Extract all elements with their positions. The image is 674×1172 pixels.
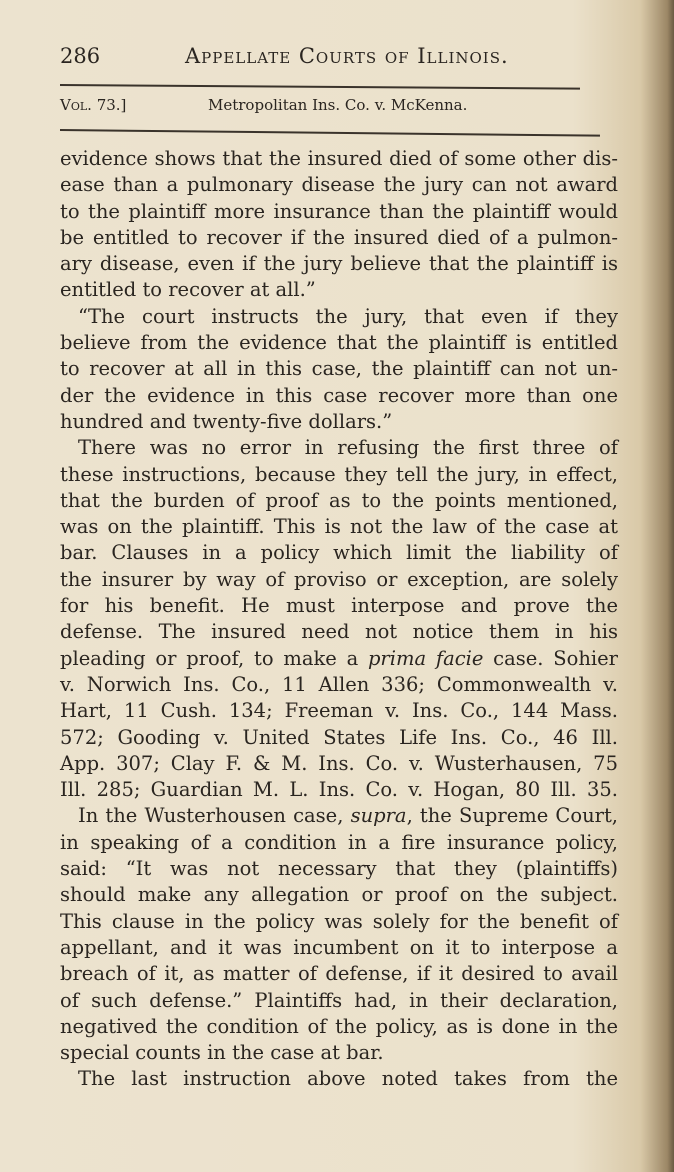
text-line: special counts in the case at bar. [60, 1041, 384, 1065]
text-line: in speaking of a condition in a fire insurance policy, [60, 830, 618, 854]
text-line: bar. Clauses in a policy which limit the liability of [60, 541, 618, 565]
text-line: believe from the evidence that the plaintiff is entitled [60, 331, 618, 355]
text-line: In the Wusterhousen case, supra, the Supreme Court, [78, 804, 618, 828]
text-line: these instructions, because they tell the jury, in effect, [60, 462, 618, 486]
text-line: v. Norwich Ins. Co., 11 Allen 336; Commonwealth v. [60, 672, 618, 696]
text-line: of such defense.” Plaintiffs had, in their declaration, [60, 988, 618, 1012]
text-line: There was no error in refusing the first three of [78, 436, 618, 460]
text-line: for his benefit. He must interpose and prove the [60, 594, 618, 618]
text-line: Ill. 285; Guardian M. L. Ins. Co. v. Hogan, 80 Ill. 35. [60, 778, 618, 802]
text-line: ary disease, even if the jury believe that the plaintiff is [60, 252, 618, 276]
text-line: Hart, 11 Cush. 134; Freeman v. Ins. Co., 144 Mass. [60, 699, 618, 723]
text-line: defense. The insured need not notice them in his [60, 620, 618, 644]
case-title: Metropolitan Ins. Co. v. McKenna. [208, 96, 468, 114]
text-line: evidence shows that the insured died of some other dis- [60, 147, 618, 170]
text-line: said: “It was not necessary that they (plaintiffs) [60, 857, 618, 881]
text-line: to recover at all in this case, the plaintiff can not un- [60, 357, 618, 381]
body-text [60, 146, 618, 1093]
text-line: the insurer by way of proviso or exception, are solely [60, 567, 618, 591]
text-line: was on the plaintiff. This is not the law of the case at [60, 515, 618, 539]
text-line: should make any allegation or proof on the subject. [60, 883, 618, 907]
text-line: App. 307; Clay F. & M. Ins. Co. v. Wusterhausen, 75 [60, 751, 618, 775]
text-line: entitled to recover at all.” [60, 278, 316, 302]
volume-label: Vol. 73.] [60, 96, 127, 114]
text-line: “The court instructs the jury, that even if they [78, 304, 618, 328]
text-line: to the plaintiff more insurance than the plaintiff would [60, 199, 618, 223]
subheader-rule [60, 129, 600, 137]
page-number: 286 [60, 44, 101, 68]
text-line: ease than a pulmonary disease the jury can not award [60, 173, 618, 197]
header-rule [60, 84, 580, 90]
running-title: Appellate Courts of Illinois. [185, 44, 509, 68]
text-line: der the evidence in this case recover more than one [60, 383, 618, 407]
text-line: be entitled to recover if the insured died of a pulmon- [60, 225, 618, 249]
text-line: 572; Gooding v. United States Life Ins. Co., 46 Ill. [60, 725, 618, 749]
text-line: breach of it, as matter of defense, if it desired to avail [60, 962, 618, 986]
text-line: negatived the condition of the policy, as is done in the [60, 1014, 618, 1038]
text-line: hundred and twenty-five dollars.” [60, 409, 393, 433]
text-line: The last instruction above noted takes from the [78, 1067, 618, 1091]
text-line: that the burden of proof as to the points mentioned, [60, 488, 618, 512]
text-line: This clause in the policy was solely for the benefit of [60, 909, 618, 933]
text-line: pleading or proof, to make a prima facie case. Sohier [60, 646, 618, 670]
text-line: appellant, and it was incumbent on it to interpose a [60, 935, 618, 959]
